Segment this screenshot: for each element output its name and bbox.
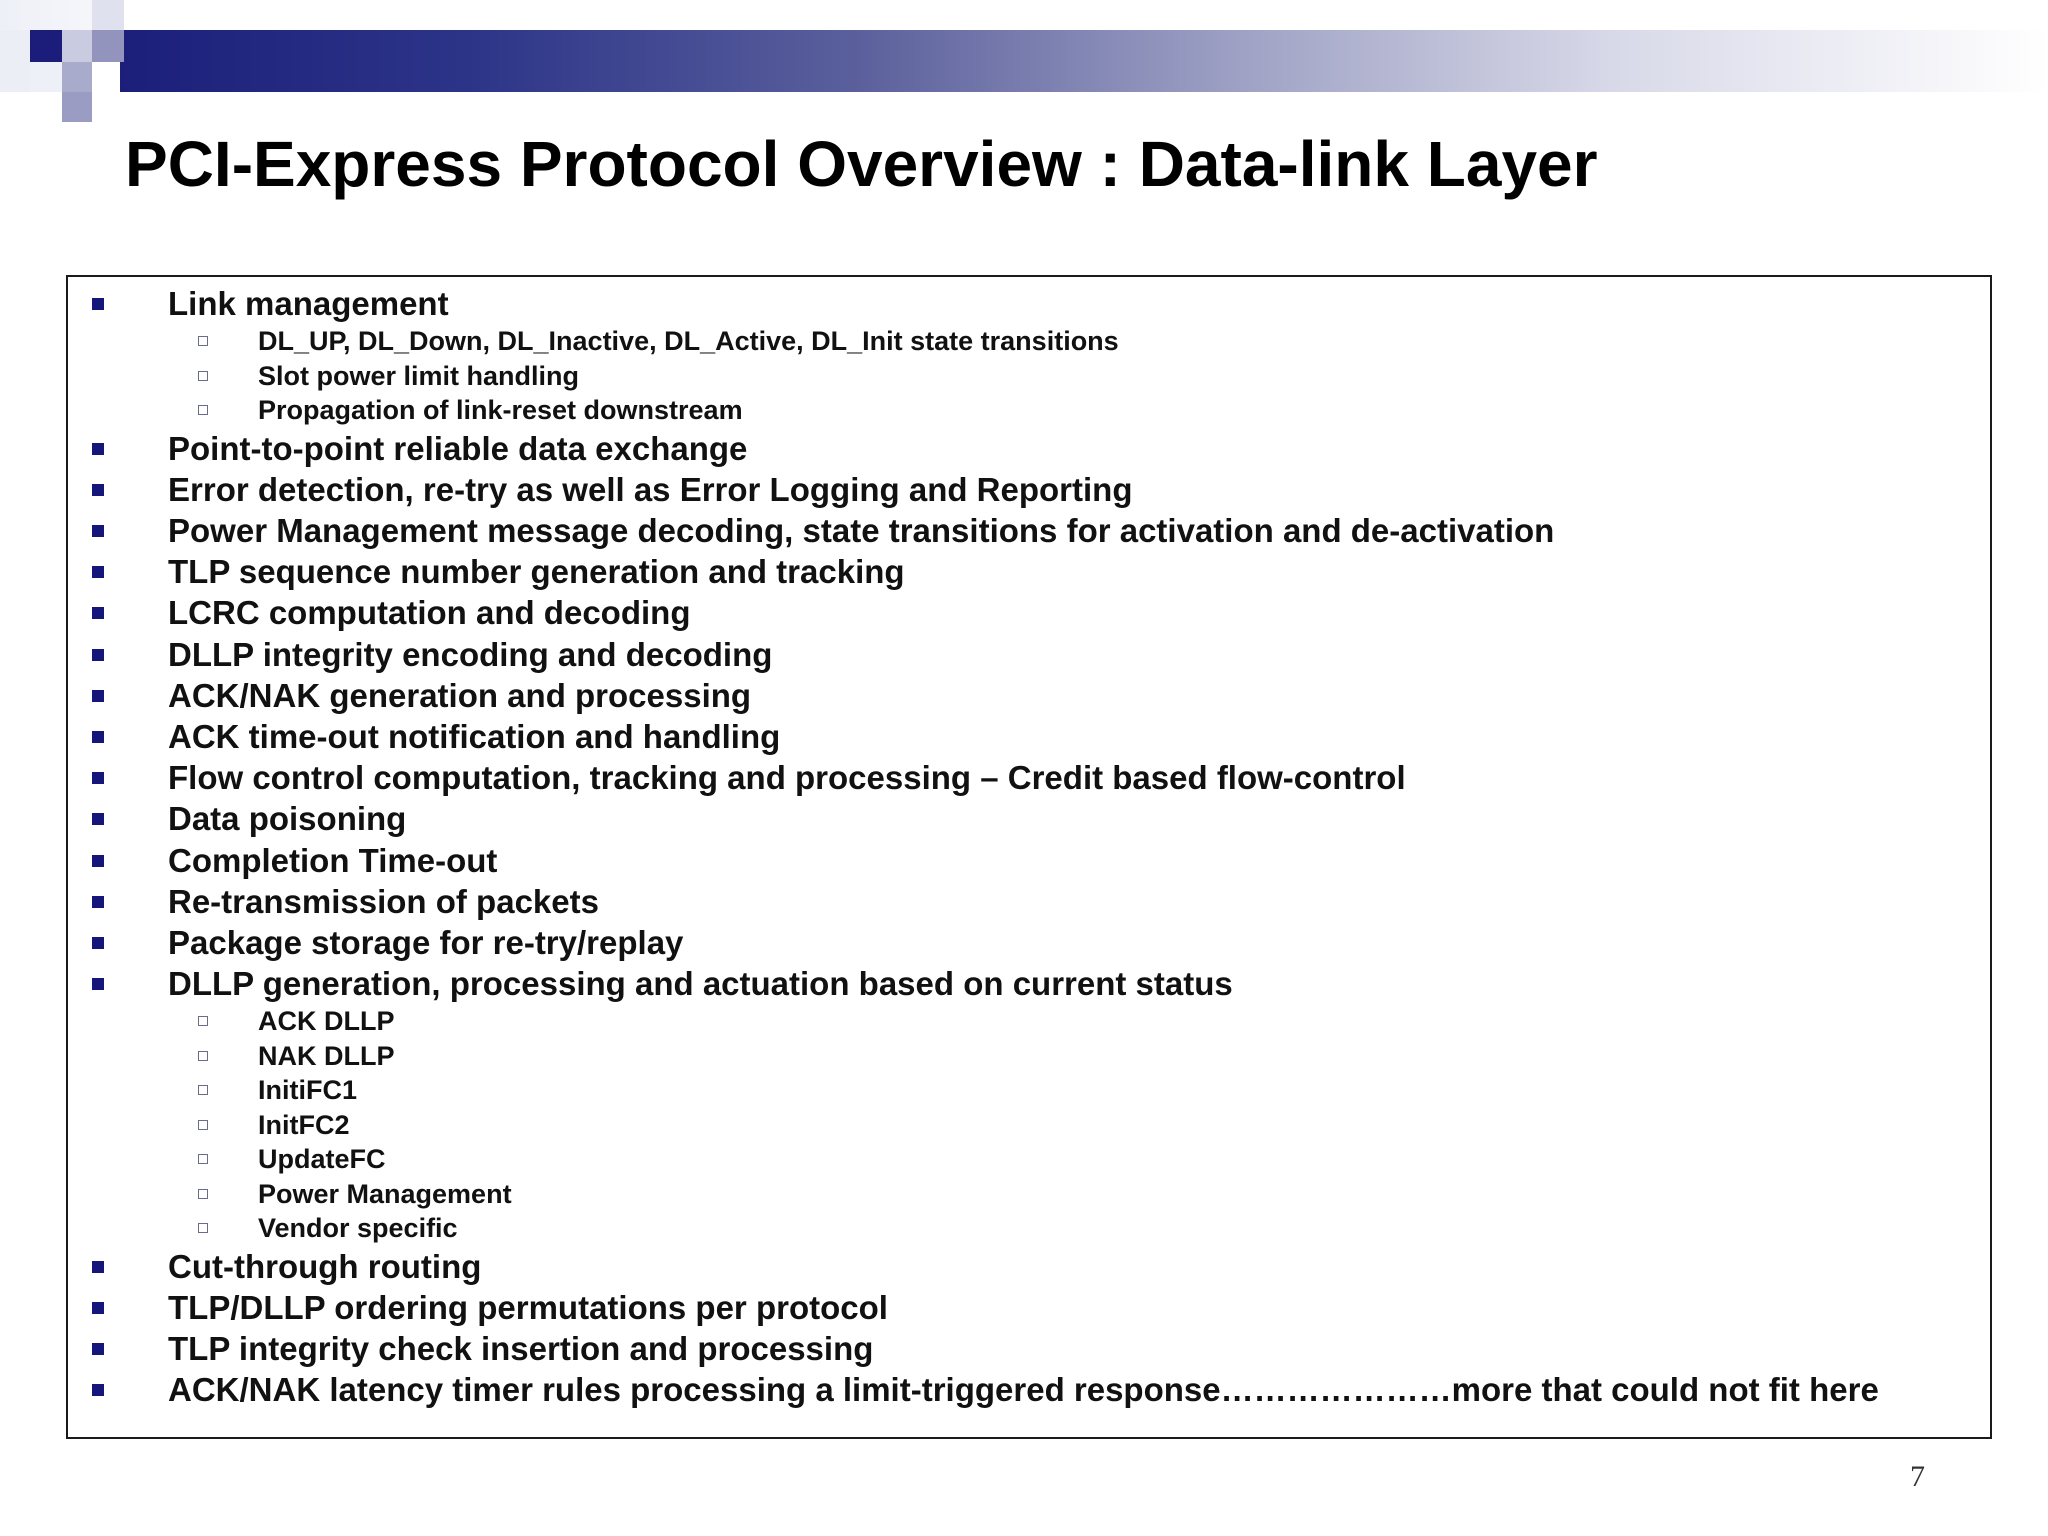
hollow-square-bullet-icon [198, 1120, 208, 1130]
slide-title: PCI-Express Protocol Overview : Data-link Layer [125, 128, 1598, 200]
hollow-square-bullet-icon [198, 1085, 208, 1095]
hollow-square-bullet-icon [198, 1051, 208, 1061]
page-number: 7 [1910, 1460, 1925, 1493]
decor-square [92, 0, 124, 30]
sub-list-item-text: Power Management [258, 1178, 512, 1209]
sub-list-item [68, 1004, 1990, 1039]
sub-list-item [68, 324, 1990, 359]
sub-list-item-text: DL_UP, DL_Down, DL_Inactive, DL_Active, DL_Init state transitions [258, 326, 1119, 357]
decor-square [0, 30, 30, 92]
list-item [68, 283, 1990, 324]
list-item [68, 840, 1990, 881]
list-item-text: LCRC computation and decoding [168, 594, 691, 632]
decor-square [30, 30, 62, 62]
square-bullet-icon [92, 896, 104, 908]
sub-list-item [68, 393, 1990, 428]
sub-list-item-text: Slot power limit handling [258, 360, 579, 391]
square-bullet-icon [92, 525, 104, 537]
sub-list-item-text: UpdateFC [258, 1144, 386, 1175]
square-bullet-icon [92, 649, 104, 661]
square-bullet-icon [92, 1261, 104, 1273]
sub-list-item [68, 1039, 1990, 1074]
sub-list-item [68, 359, 1990, 394]
list-item [68, 675, 1990, 716]
square-bullet-icon [92, 1343, 104, 1355]
hollow-square-bullet-icon [198, 371, 208, 381]
list-item-text: ACK/NAK latency timer rules processing a limit-triggered response…………………more that could not fit here [168, 1371, 1879, 1409]
header-gradient-bar [120, 30, 2048, 92]
sub-list-item [68, 1108, 1990, 1143]
square-bullet-icon [92, 978, 104, 990]
list-item-text: Cut-through routing [168, 1247, 482, 1285]
list-item [68, 1369, 1990, 1410]
square-bullet-icon [92, 1384, 104, 1396]
list-item [68, 881, 1990, 922]
list-item-text: Data poisoning [168, 800, 407, 838]
list-item [68, 922, 1990, 963]
list-item [68, 634, 1990, 675]
decor-square [30, 62, 62, 92]
decor-square [92, 30, 124, 62]
list-item-text: Flow control computation, tracking and processing – Credit based flow-control [168, 759, 1406, 797]
list-item-text: Error detection, re-try as well as Error Logging and Reporting [168, 470, 1133, 508]
list-item-text: Re-transmission of packets [168, 882, 599, 920]
list-item [68, 716, 1990, 757]
list-item [68, 798, 1990, 839]
sub-list-item-text: Vendor specific [258, 1213, 458, 1244]
list-item-text: Link management [168, 285, 449, 322]
sub-list-item-text: InitiFC1 [258, 1075, 357, 1106]
list-item-text: Point-to-point reliable data exchange [168, 429, 748, 467]
bullet-list [68, 283, 1990, 1411]
sub-list-item-text: ACK DLLP [258, 1006, 395, 1037]
decor-square [62, 92, 92, 122]
list-item [68, 510, 1990, 551]
decor-square [62, 62, 92, 92]
hollow-square-bullet-icon [198, 336, 208, 346]
sub-list-item [68, 1177, 1990, 1212]
list-item [68, 757, 1990, 798]
list-item-text: DLLP integrity encoding and decoding [168, 635, 773, 673]
list-item-text: Package storage for re-try/replay [168, 923, 684, 961]
square-bullet-icon [92, 443, 104, 455]
list-item [68, 1328, 1990, 1369]
square-bullet-icon [92, 772, 104, 784]
list-item-text: TLP/DLLP ordering permutations per protocol [168, 1289, 888, 1326]
list-item [68, 469, 1990, 510]
list-item-text: ACK time-out notification and handling [168, 718, 781, 755]
list-item [68, 1246, 1990, 1287]
list-item [68, 1287, 1990, 1328]
list-item-text: Completion Time-out [168, 841, 498, 879]
list-item-text: ACK/NAK generation and processing [168, 676, 752, 714]
sub-list-item [68, 1211, 1990, 1246]
square-bullet-icon [92, 813, 104, 825]
list-item [68, 551, 1990, 592]
decor-square [62, 30, 92, 62]
hollow-square-bullet-icon [198, 1189, 208, 1199]
sub-list-item [68, 1142, 1990, 1177]
sub-list-item [68, 1073, 1990, 1108]
list-item [68, 592, 1990, 633]
content-box [66, 275, 1992, 1439]
square-bullet-icon [92, 566, 104, 578]
sub-list-item-text: Propagation of link-reset downstream [258, 395, 743, 426]
hollow-square-bullet-icon [198, 405, 208, 415]
sub-list-item-text: NAK DLLP [258, 1040, 395, 1071]
hollow-square-bullet-icon [198, 1016, 208, 1026]
square-bullet-icon [92, 607, 104, 619]
square-bullet-icon [92, 731, 104, 743]
square-bullet-icon [92, 298, 104, 310]
square-bullet-icon [92, 484, 104, 496]
square-bullet-icon [92, 1302, 104, 1314]
list-item-text: Power Management message decoding, state transitions for activation and de-activation [168, 512, 1555, 550]
list-item [68, 428, 1990, 469]
list-item-text: TLP integrity check insertion and processing [168, 1330, 874, 1368]
hollow-square-bullet-icon [198, 1223, 208, 1233]
sub-list-item-text: InitFC2 [258, 1109, 350, 1140]
hollow-square-bullet-icon [198, 1154, 208, 1164]
square-bullet-icon [92, 690, 104, 702]
list-item [68, 963, 1990, 1004]
list-item-text: TLP sequence number generation and tracking [168, 553, 905, 591]
list-item-text: DLLP generation, processing and actuation based on current status [168, 965, 1233, 1003]
square-bullet-icon [92, 937, 104, 949]
square-bullet-icon [92, 855, 104, 867]
